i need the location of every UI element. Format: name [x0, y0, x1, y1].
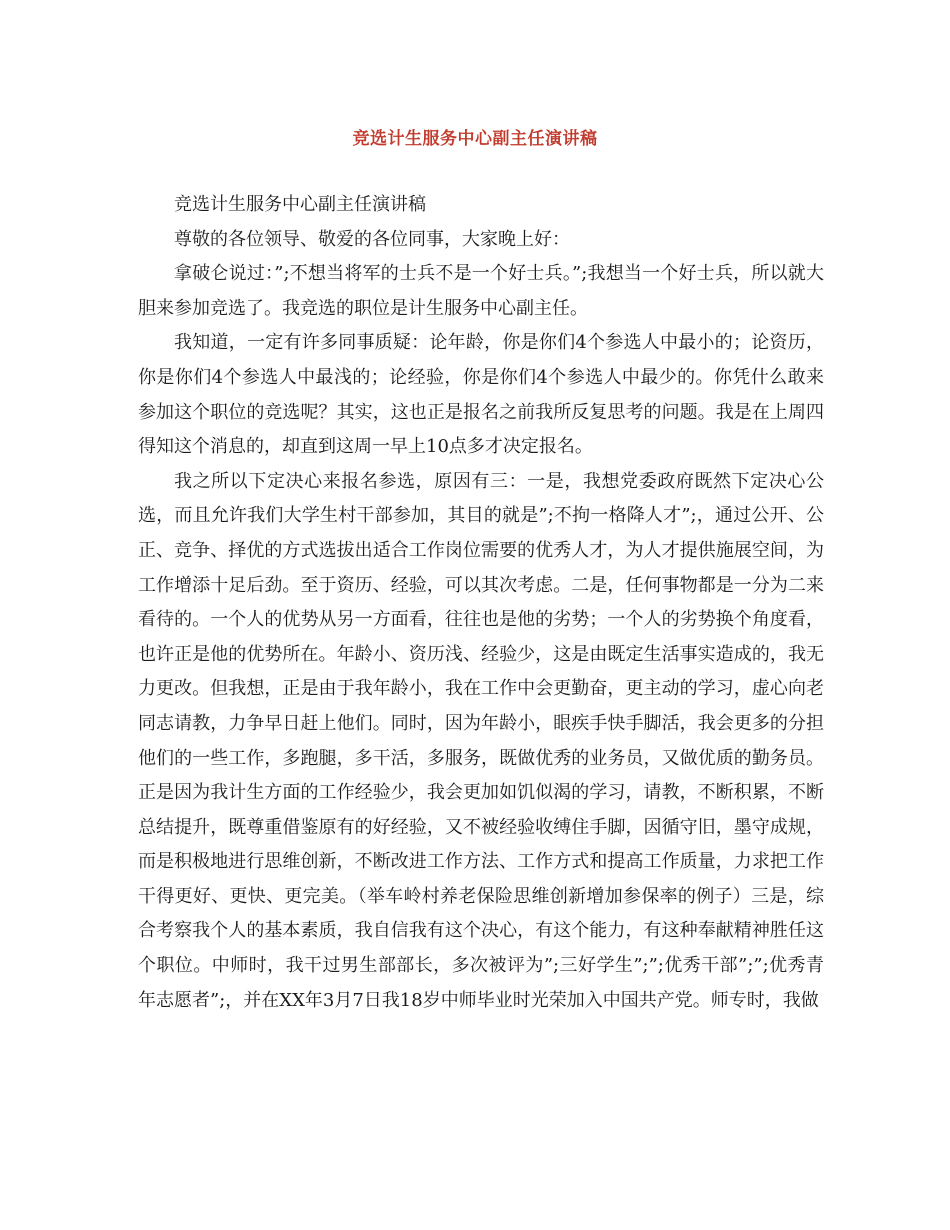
- paragraph-reasons: 我之所以下定决心来报名参选，原因有三：一是，我想党委政府既然下定决心公选，而且允许我们大学生村干部参加，其目的就是”;不拘一格降人才”;，通过公开、公正、竞争、择优的方式选拔出适合工作岗位需要的优秀人才，为人才提供施展空间，为工作增添十足后劲。至于资历、经验，可以其次考虑。二是，任何事物都是一分为二来看待的。一个人的优势从另一方面看，往往也是他的劣势；一个人的劣势换个角度看，也许正是他的优势所在。年龄小、资历浅、经验少，这是由既定生活事实造成的，我无力更改。但我想，正是由于我年龄小，我在工作中会更勤奋，更主动的学习，虚心向老同志请教，力争早日赶上他们。同时，因为年龄小，眼疾手快手脚活，我会更多的分担他们的一些工作，多跑腿，多干活，多服务，既做优秀的业务员，又做优质的勤务员。正是因为我计生方面的工作经验少，我会更加如饥似渴的学习，请教，不断积累，不断总结提升，既尊重借鉴原有的好经验，又不被经验收缚住手脚，因循守旧，墨守成规，而是积极地进行思维创新，不断改进工作方法、工作方式和提高工作质量，力求把工作干得更好、更快、更完美。（举车岭村养老保险思维创新增加参保率的例子）三是，综合考察我个人的基本素质，我自信我有这个决心，有这个能力，有这种奉献精神胜任这个职位。中师时，我干过男生部部长，多次被评为”;三好学生”;”;优秀干部”;”;优秀青年志愿者”;，并在XX年3月7日我18岁中师毕业时光荣加入中国共产党。师专时，我做: [138, 470, 824, 1011]
- document-body: [138, 188, 824, 1018]
- paragraph-greeting: 尊敬的各位领导、敬爱的各位同事，大家晚上好：: [174, 228, 570, 250]
- document-title: 竞选计生服务中心副主任演讲稿: [352, 129, 598, 149]
- paragraph-napoleon-quote: 拿破仑说过：”;不想当将军的士兵不是一个好士兵。”;我想当一个好士兵，所以就大胆来参加竞选了。我竞选的职位是计生服务中心副主任。: [138, 263, 824, 319]
- paragraph-doubts: 我知道，一定有许多同事质疑：论年龄，你是你们4个参选人中最小的；论资历，你是你们4个参选人中最浅的；论经验，你是你们4个参选人中最少的。你凭什么敢来参加这个职位的竞选呢？其实，这也正是报名之前我所反复思考的问题。我是在上周四得知这个消息的，却直到这周一早上10点多才决定报名。: [138, 332, 824, 458]
- paragraph-heading: 竞选计生服务中心副主任演讲稿: [174, 194, 426, 215]
